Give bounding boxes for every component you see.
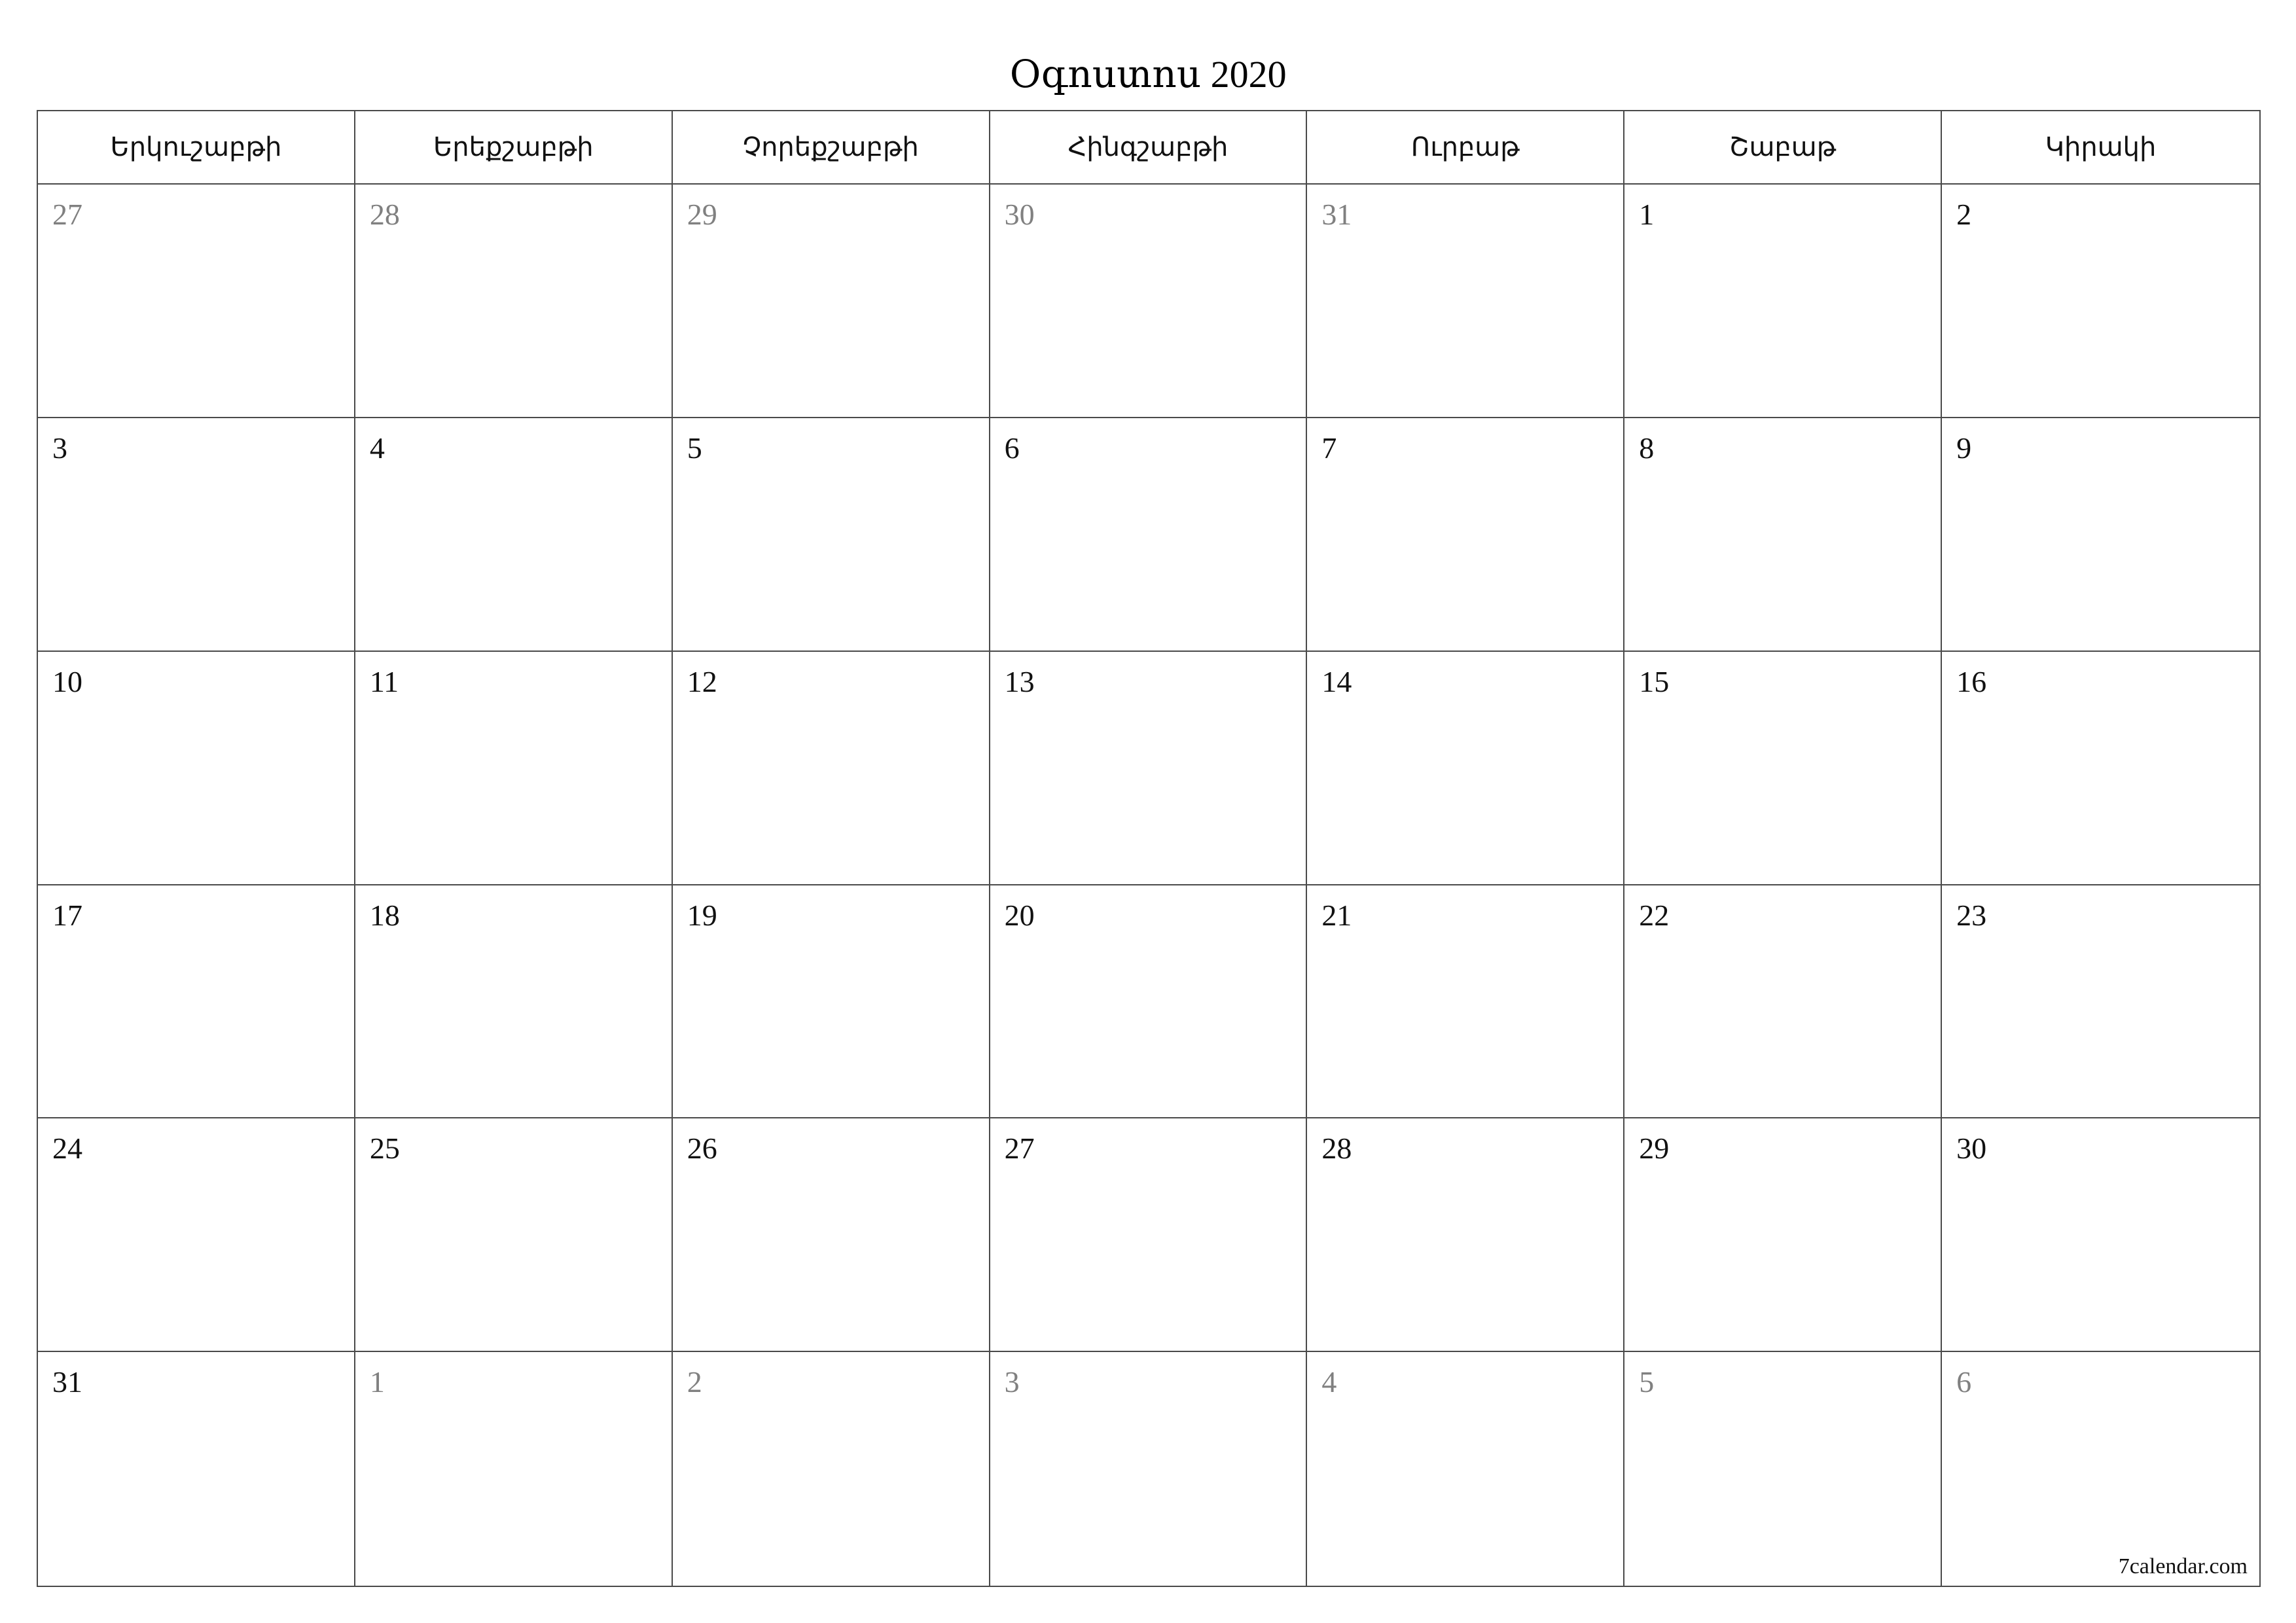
day-number: 16 — [1956, 664, 1987, 698]
site-watermark: 7calendar.com — [2118, 1554, 2248, 1578]
day-cell — [1624, 1118, 1942, 1352]
day-number: 3 — [1004, 1365, 1020, 1399]
day-number: 9 — [1956, 431, 1972, 465]
day-cell — [355, 418, 673, 652]
day-cell — [1624, 652, 1942, 885]
day-number: 29 — [687, 198, 717, 231]
day-cell — [38, 885, 355, 1119]
weekday-header: Երկուշաբթի — [38, 111, 355, 185]
day-cell — [990, 885, 1308, 1119]
day-number: 2 — [687, 1365, 702, 1399]
day-cell — [355, 885, 673, 1119]
day-cell — [1307, 1118, 1624, 1352]
day-number: 23 — [1956, 898, 1987, 932]
day-number: 13 — [1004, 664, 1035, 698]
day-number: 30 — [1004, 198, 1035, 231]
day-cell-adjacent-month — [355, 185, 673, 418]
day-number: 7 — [1321, 431, 1337, 465]
day-cell — [38, 1118, 355, 1352]
day-cell — [1942, 185, 2259, 418]
day-cell — [355, 1118, 673, 1352]
day-cell — [1307, 418, 1624, 652]
day-number: 29 — [1639, 1132, 1670, 1166]
day-number: 28 — [369, 198, 400, 231]
day-cell — [355, 652, 673, 885]
day-cell-adjacent-month — [990, 1352, 1308, 1586]
day-cell — [1624, 185, 1942, 418]
day-number: 20 — [1004, 898, 1035, 932]
day-cell-adjacent-month — [1942, 1352, 2259, 1586]
day-number: 3 — [52, 431, 67, 465]
calendar-title: Օգոստոս 2020 — [1009, 53, 1287, 96]
day-cell-adjacent-month — [673, 1352, 990, 1586]
day-cell — [1942, 652, 2259, 885]
day-number: 10 — [52, 664, 82, 698]
weekday-header: Կիրակի — [1942, 111, 2259, 185]
day-number: 31 — [52, 1365, 82, 1399]
day-number: 27 — [1004, 1132, 1035, 1166]
day-cell-adjacent-month — [355, 1352, 673, 1586]
day-cell — [673, 418, 990, 652]
day-cell — [1307, 885, 1624, 1119]
day-number: 31 — [1321, 198, 1352, 231]
day-cell-adjacent-month — [673, 185, 990, 418]
day-number: 26 — [687, 1132, 717, 1166]
day-number: 1 — [369, 1365, 385, 1399]
day-cell-adjacent-month — [1624, 1352, 1942, 1586]
day-number: 5 — [1639, 1365, 1655, 1399]
day-number: 22 — [1639, 898, 1670, 932]
day-number: 6 — [1956, 1365, 1972, 1399]
weekday-header: Շաբաթ — [1624, 111, 1942, 185]
day-number: 27 — [52, 198, 82, 231]
day-number: 4 — [369, 431, 385, 465]
day-number: 11 — [369, 664, 399, 698]
day-number: 18 — [369, 898, 400, 932]
day-number: 28 — [1321, 1132, 1352, 1166]
month-calendar-grid — [37, 110, 2261, 1587]
weekday-header: Երեքշաբթի — [355, 111, 673, 185]
weekday-header: Չորեքշաբթի — [673, 111, 990, 185]
weekday-header: Հինգշաբթի — [990, 111, 1308, 185]
day-number: 25 — [369, 1132, 400, 1166]
day-cell — [38, 418, 355, 652]
day-cell — [990, 1118, 1308, 1352]
day-cell — [38, 652, 355, 885]
day-number: 19 — [687, 898, 717, 932]
day-cell — [1624, 418, 1942, 652]
day-number: 15 — [1639, 664, 1670, 698]
day-cell — [1624, 885, 1942, 1119]
day-cell-adjacent-month — [990, 185, 1308, 418]
day-cell — [990, 418, 1308, 652]
day-number: 5 — [687, 431, 702, 465]
day-number: 4 — [1321, 1365, 1337, 1399]
day-number: 24 — [52, 1132, 82, 1166]
day-number: 12 — [687, 664, 717, 698]
day-cell — [673, 652, 990, 885]
day-cell — [1942, 885, 2259, 1119]
day-cell — [673, 885, 990, 1119]
day-number: 17 — [52, 898, 82, 932]
day-cell — [673, 1118, 990, 1352]
day-cell — [1942, 418, 2259, 652]
day-number: 30 — [1956, 1132, 1987, 1166]
day-cell-adjacent-month — [1307, 1352, 1624, 1586]
day-number: 1 — [1639, 198, 1655, 231]
day-number: 21 — [1321, 898, 1352, 932]
day-cell — [990, 652, 1308, 885]
day-cell — [1307, 652, 1624, 885]
day-number: 2 — [1956, 198, 1972, 231]
day-cell — [38, 1352, 355, 1586]
day-cell-adjacent-month — [38, 185, 355, 418]
day-number: 8 — [1639, 431, 1655, 465]
weekday-header: Ուրբաթ — [1307, 111, 1624, 185]
day-number: 14 — [1321, 664, 1352, 698]
day-cell-adjacent-month — [1307, 185, 1624, 418]
day-number: 6 — [1004, 431, 1020, 465]
day-cell — [1942, 1118, 2259, 1352]
